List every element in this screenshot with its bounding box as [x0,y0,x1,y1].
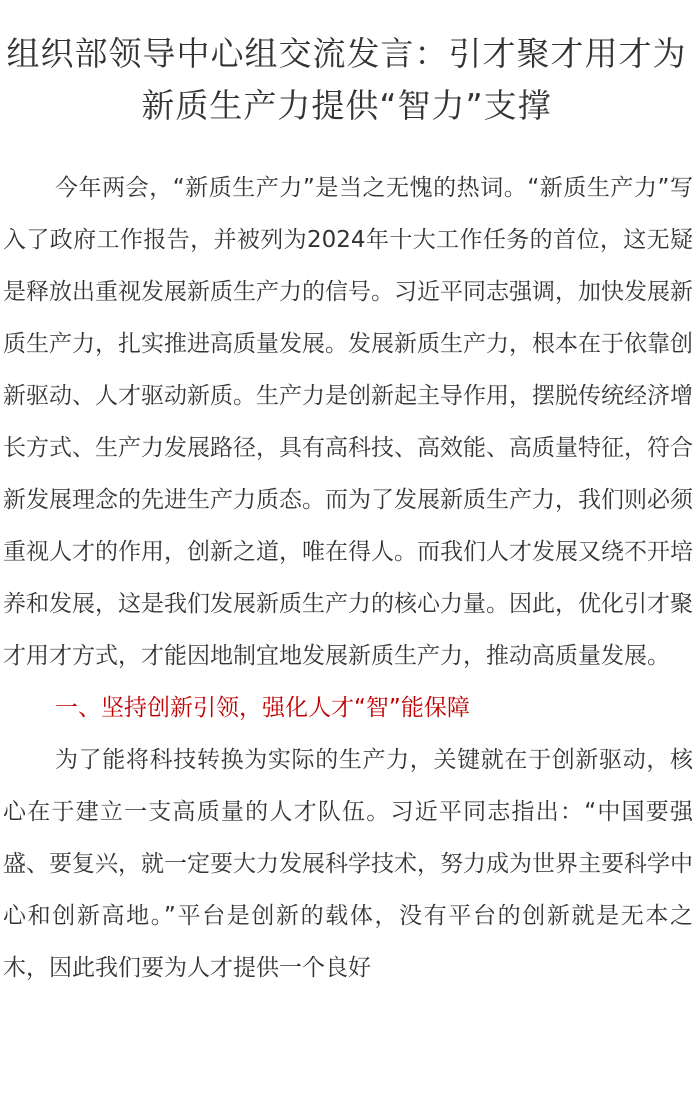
intro-paragraph: 今年两会，“新质生产力”是当之无愧的热词。“新质生产力”写入了政府工作报告，并被列为2024年十大工作任务的首位，这无疑是释放出重视发展新质生产力的信号。习近平同志强调，加快发展新质生产力，扎实推进高质量发展。发展新质生产力，根本在于依靠创新驱动、人才驱动新质。生产力是创新起主导作用，摆脱传统经济增长方式、生产力发展路径，具有高科技、高效能、高质量特征，符合新发展理念的先进生产力质态。而为了发展新质生产力，我们则必须重视人才的作用，创新之道，唯在得人。而我们人才发展又绕不开培养和发展，这是我们发展新质生产力的核心力量。因此，优化引才聚才用才方式，才能因地制宜地发展新质生产力，推动高质量发展。 [3,175,693,669]
article-title: 组织部领导中心组交流发言：引才聚才用才为新质生产力提供“智力”支撑 [6,34,687,125]
section-heading: 一、坚持创新引领，强化人才“智”能保障 [55,695,470,721]
article-body [0,162,693,994]
section-paragraph: 为了能将科技转换为实际的生产力，关键就在于创新驱动，核心在于建立一支高质量的人才队伍。习近平同志指出：“中国要强盛、要复兴，就一定要大力发展科学技术，努力成为世界主要科学中心和创新高地。”平台是创新的载体，没有平台的创新就是无本之木，因此我们要为人才提供一个良好 [3,747,693,981]
